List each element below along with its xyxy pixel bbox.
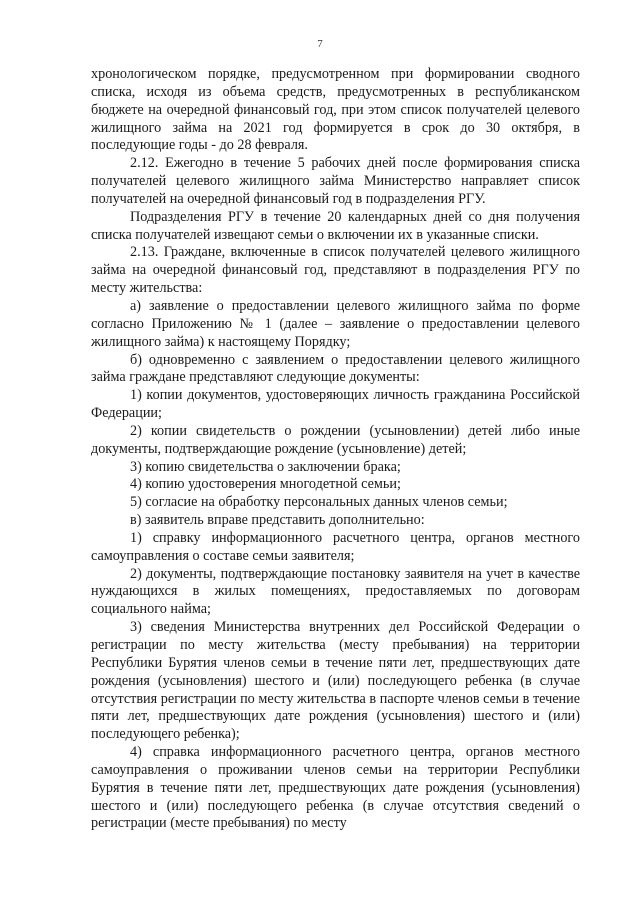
list-item-v-2: 2) документы, подтверждающие постановку заявителя на учет в качестве нуждающихся в жилых помещениях, предоставляемых по договорам социального найма; bbox=[91, 565, 580, 618]
paragraph-2-13: 2.13. Граждане, включенные в список получателей целевого жилищного займа на очередной финансовый год, представляют в подразделения РГУ по месту жительства: bbox=[91, 244, 580, 297]
document-body bbox=[91, 66, 580, 833]
list-item-b-4: 4) копию удостоверения многодетной семьи; bbox=[130, 476, 401, 493]
paragraph-rgu-notice: Подразделения РГУ в течение 20 календарных дней со дня получения списка получателей извещают семьи о включении их в указанные списки. bbox=[91, 208, 580, 243]
paragraph-continuation: хронологическом порядке, предусмотренном при формировании сводного списка, исходя из объема средств, предусмотренных в республиканском бюджете на очередной финансовый год, при этом список получателей целевого жилищного займа на 2021 год формируется в срок до 30 октября, в последующие годы - до 28 февраля. bbox=[91, 66, 580, 154]
list-item-b-5: 5) согласие на обработку персональных данных членов семьи; bbox=[130, 494, 508, 511]
list-item-v-1: 1) справку информационного расчетного центра, органов местного самоуправления о составе семьи заявителя; bbox=[91, 529, 580, 564]
page-number: 7 bbox=[317, 38, 323, 50]
paragraph-2-12: 2.12. Ежегодно в течение 5 рабочих дней после формирования списка получателей целевого жилищного займа Министерство направляет список получателей на очередной финансовый год в подразделения РГУ. bbox=[91, 155, 580, 207]
list-item-b-3: 3) копию свидетельства о заключении брака; bbox=[130, 458, 401, 475]
list-item-v: в) заявитель вправе представить дополнительно: bbox=[130, 512, 425, 529]
list-item-a: а) заявление о предоставлении целевого жилищного займа по форме согласно Приложению № 1 (далее – заявление о предоставлении целевого жилищного займа) к настоящему Порядку; bbox=[91, 297, 580, 350]
list-item-b: б) одновременно с заявлением о предоставлении целевого жилищного займа граждане представляют следующие документы: bbox=[91, 351, 580, 386]
list-item-v-3: 3) сведения Министерства внутренних дел Российской Федерации о регистрации по месту жительства (месту пребывания) на территории Республики Бурятия членов семьи в течение пяти лет, предшествующих дате рождения (усыновления) шестого и (или) последующего ребенка (в случае отсутствия регистрации по месту жительства в паспорте членов семьи в течение пяти лет, предшествующих дате рождения (усыновления) шестого и (или) последующего ребенка); bbox=[91, 619, 580, 743]
list-item-v-4: 4) справка информационного расчетного центра, органов местного самоуправления о проживании членов семьи на территории Республики Бурятия в течение пяти лет, предшествующих дате рождения (усыновления) шестого и (или) последующего ребенка (в случае отсутствия сведений о регистрации (месте пребывания) по месту bbox=[91, 744, 580, 832]
list-item-b-1: 1) копии документов, удостоверяющих личность гражданина Российской Федерации; bbox=[91, 387, 580, 422]
list-item-b-2: 2) копии свидетельств о рождении (усыновлении) детей либо иные документы, подтверждающие рождение (усыновление) детей; bbox=[91, 422, 580, 457]
